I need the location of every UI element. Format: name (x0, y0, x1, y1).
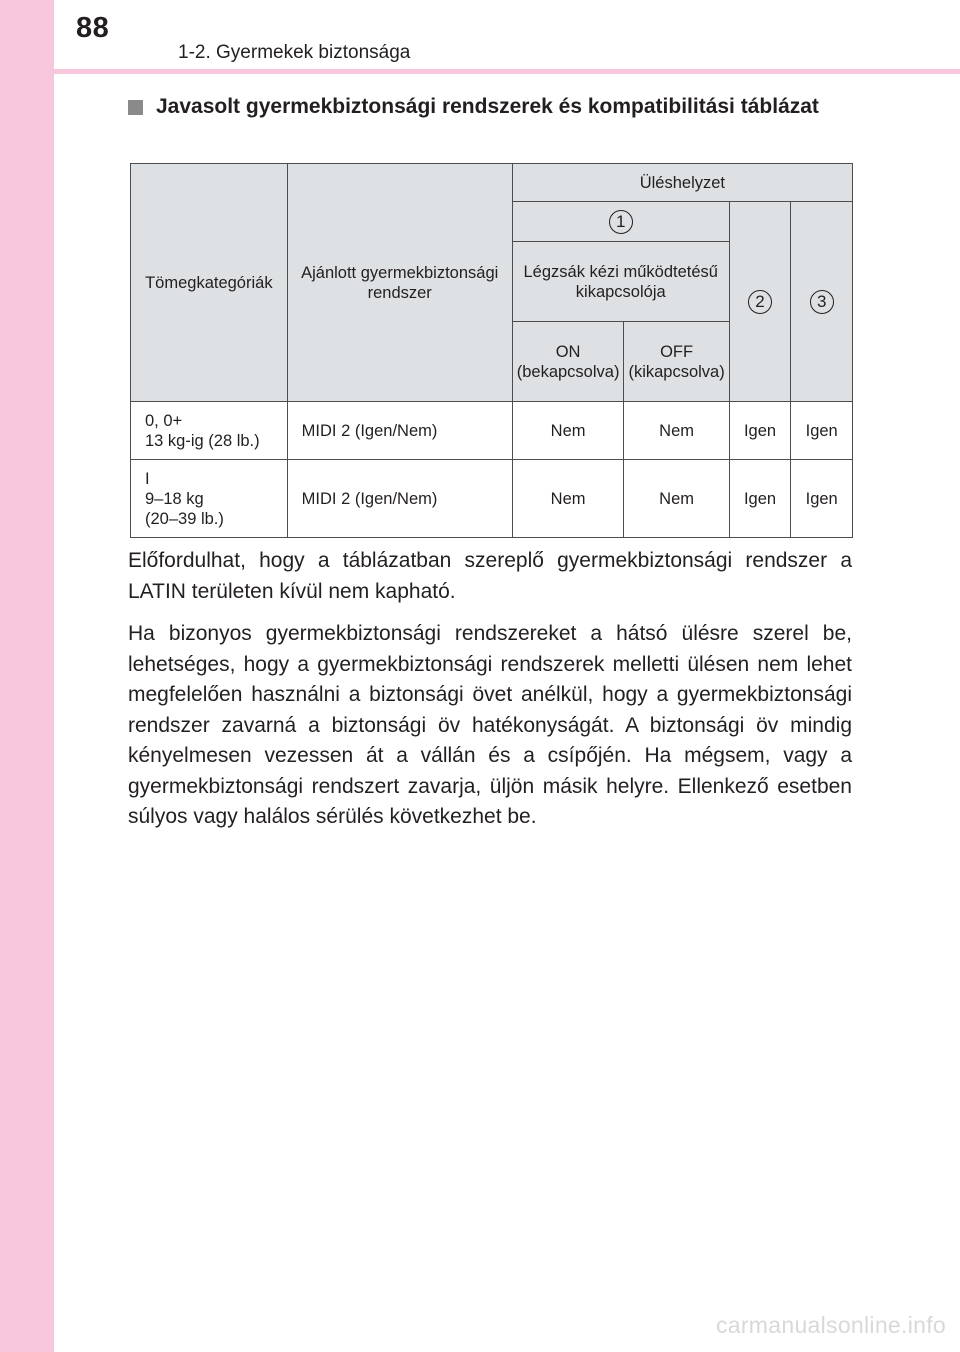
position-3-cell: Igen (791, 402, 853, 460)
airbag-switch-header: Légzsák kézi működtetésű kikapcsolója (512, 242, 729, 322)
position-3-cell: Igen (791, 460, 853, 538)
compatibility-table (130, 163, 853, 538)
watermark: carmanualsonline.info (715, 1312, 946, 1338)
side-color-bar (0, 0, 54, 1352)
weight-category-cell (131, 402, 288, 460)
airbag-on-header: ON (bekapcsolva) (512, 322, 624, 402)
circled-number-3-icon: 3 (810, 290, 834, 314)
weight-line: 0, 0+ (145, 411, 183, 430)
weight-line: 9–18 kg (145, 489, 204, 508)
system-cell: MIDI 2 (Igen/Nem) (287, 402, 512, 460)
section-title: 1-2. Gyermekek biztonsága (178, 42, 411, 63)
circled-number-2-icon: 2 (748, 290, 772, 314)
airbag-off-header: OFF (kikapcsolva) (624, 322, 729, 402)
weight-line: (20–39 lb.) (145, 509, 224, 528)
airbag-off-cell: Nem (624, 402, 729, 460)
table-row (131, 460, 853, 538)
body-text (128, 546, 852, 845)
header-rule (54, 69, 960, 74)
page-number: 88 (76, 12, 110, 44)
seat-position-2-header (729, 202, 791, 402)
airbag-on-cell: Nem (512, 402, 624, 460)
airbag-on-cell: Nem (512, 460, 624, 538)
heading-text: Javasolt gyermekbiztonsági rendszerek és kompatibilitási táblázat (156, 95, 819, 118)
position-2-cell: Igen (729, 460, 791, 538)
paragraph: Előfordulhat, hogy a táblázatban szereplő gyermekbiztonsági rendszer a LATIN területen kívül nem kapható. (128, 549, 852, 603)
square-bullet-icon (128, 100, 143, 115)
weight-line: I (145, 469, 150, 488)
weight-category-header: Tömegkategóriák (131, 164, 288, 402)
paragraph: Ha bizonyos gyermekbiztonsági rendszereket a hátsó ülésre szerel be, lehetséges, hogy a gyermekbiztonsági rendszerek melletti ülésen nem lehet megfelelően használni a biztonsági övet anélkül, hogy a gyermekbiztonsági rendszer zavarná a biztonsági öv hatékonyságát. A biztonsági öv mindig kényelmesen vezessen át a vállán és a csípőjén. Ha mégsem, vagy a gyermekbiztonsági rendszert zavarja, üljön másik helyre. Ellenkező esetben súlyos vagy halálos sérülés következhet be. (128, 622, 852, 828)
position-2-cell: Igen (729, 402, 791, 460)
seat-position-header: Üléshelyzet (512, 164, 852, 202)
section-heading (128, 92, 856, 122)
airbag-off-cell: Nem (624, 460, 729, 538)
weight-category-cell (131, 460, 288, 538)
weight-line: 13 kg-ig (28 lb.) (145, 431, 260, 450)
table-row (131, 402, 853, 460)
seat-position-3-header (791, 202, 853, 402)
recommended-system-header: Ajánlott gyermekbiztonsági rendszer (287, 164, 512, 402)
system-cell: MIDI 2 (Igen/Nem) (287, 460, 512, 538)
seat-position-1-header (512, 202, 729, 242)
circled-number-1-icon: 1 (609, 210, 633, 234)
